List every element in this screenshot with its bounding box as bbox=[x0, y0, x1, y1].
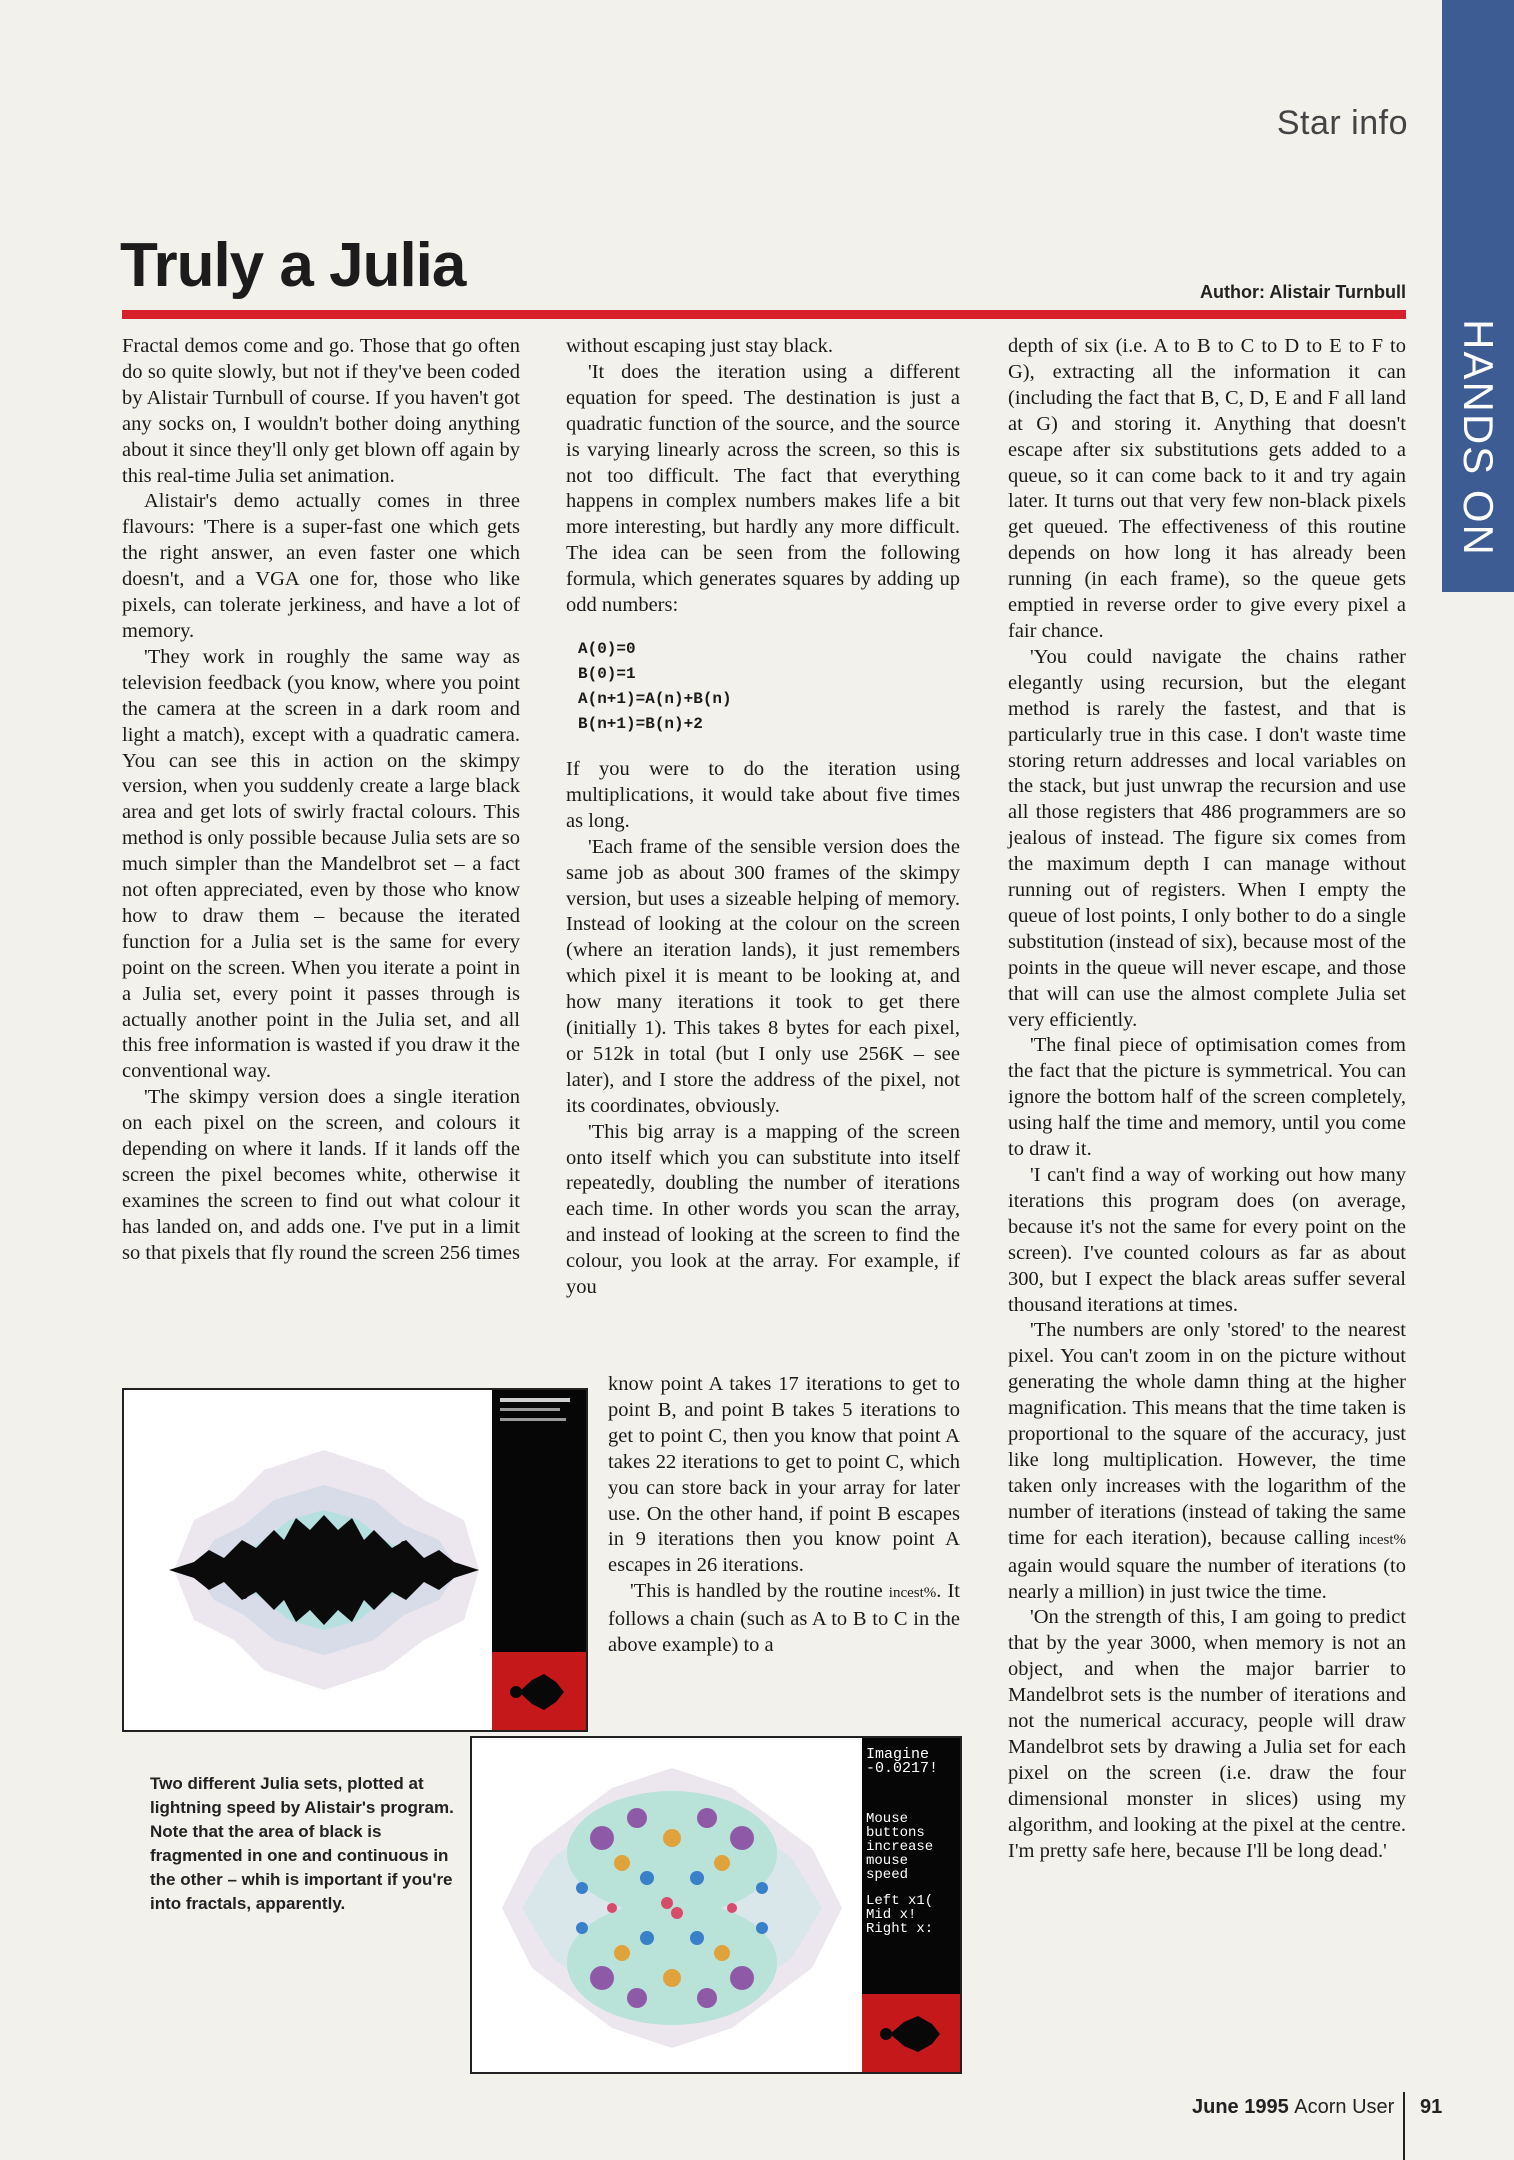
formula-line: B(n+1)=B(n)+2 bbox=[578, 714, 703, 733]
column-2 bbox=[566, 334, 960, 1301]
formula-line: B(0)=1 bbox=[578, 664, 636, 683]
publication-name: Acorn User bbox=[1294, 2096, 1395, 2118]
paragraph: 'The final piece of optimisation comes from the fact that the picture is symmetrical. You can ignore the bottom half of the screen completely, using half the time and memory, until you come to draw it. bbox=[1008, 1034, 1406, 1161]
screen-readout: buttons bbox=[866, 1825, 925, 1841]
screen-readout: -0.0217! bbox=[866, 1760, 939, 1777]
paragraph: without escaping just stay black. bbox=[566, 335, 834, 357]
screen-readout: Imagine bbox=[866, 1746, 930, 1763]
formula-line: A(0)=0 bbox=[578, 639, 636, 658]
section-tag: Star info bbox=[1276, 104, 1408, 142]
screen-readout: increase bbox=[866, 1839, 934, 1855]
author-byline: Author: Alistair Turnbull bbox=[1200, 282, 1406, 302]
figure-caption: Two different Julia sets, plotted at lightning speed by Alistair's program. Note that the area of black is fragmented in one and continuous in the other – whih is important if you're into fractals, apparently. bbox=[150, 1774, 454, 1913]
paragraph: Fractal demos come and go. Those that go often do so quite slowly, but not if they've been coded by Alistair Turnbull of course. If you haven't got any socks on, I wouldn't bother doing anything about it since they'll only get blown off again by this real-time Julia set animation. bbox=[122, 335, 520, 487]
issue-date: June 1995 bbox=[1192, 2096, 1289, 2118]
screen-readout: Mid x! bbox=[866, 1907, 917, 1923]
article-title: Truly a Julia bbox=[120, 231, 466, 300]
footer-folio bbox=[1192, 2096, 1394, 2119]
paragraph: 'The skimpy version does a single iteration on each pixel on the screen, and colours it depending on where it lands. If it lands off the screen the pixel becomes white, otherwise it examines the screen to find out what colour it has landed on, and adds one. I've put in a limit so that pixels that fly round the screen 256 times bbox=[122, 1086, 520, 1264]
paragraph: know point A takes 17 iterations to get to point B, and point B takes 5 iterations to get to point C, then you know that point A takes 22 iterations to get to point C, which you can store back in your array for later use. On the other hand, if point B escapes in 9 iterations then you know point A escapes in 26 iterations. bbox=[608, 1373, 960, 1577]
text-run: . It follows a chain (such as A to B to C in the above example) to a bbox=[608, 1580, 960, 1657]
column-2-continued bbox=[608, 1372, 960, 1659]
column-1 bbox=[122, 334, 520, 1267]
hands-on-tab bbox=[1442, 0, 1514, 592]
formula-block bbox=[578, 637, 960, 737]
julia-screenshot-1 bbox=[122, 1388, 588, 1732]
screen-readout: speed bbox=[866, 1867, 909, 1883]
paragraph: 'I can't find a way of working out how many iterations this program does (on average, because it's not the same for every point on the screen). I've counted colours as far as about 300, but I expect the black areas suffer several thousand iterations at times. bbox=[1008, 1164, 1406, 1316]
column-3 bbox=[1008, 334, 1406, 1864]
text-run: again would square the number of iterations (to nearly a million) in just twice the time. bbox=[1008, 1554, 1406, 1603]
paragraph: depth of six (i.e. A to B to C to D to E to F to G), extracting all the information it can (including the fact that B, C, D, E and F all land at G) and storing it. Anything that doesn't escape after six substitutions gets added to a queue, so it can come back to it and try again later. It turns out that very few non-black pixels get queued. The effectiveness of this routine depends on how long it has already been running (in each frame), so the queue gets emptied in reverse order to give every pixel a fair chance. bbox=[1008, 335, 1406, 642]
paragraph: 'Each frame of the sensible version does the same job as about 300 frames of the skimpy version, but uses a sizeable helping of memory. Instead of looking at the colour on the screen (where an iteration lands), it just remembers which pixel it is meant to be looking at, and how many iterations it took to get there (initially 1). This takes 8 bytes for each pixel, or 512k in total (but I only use 256K – see later), and I store the address of the pixel, not its coordinates, obviously. bbox=[566, 835, 960, 1117]
screen-readout: Left x1( bbox=[866, 1893, 934, 1909]
formula-line: A(n+1)=A(n)+B(n) bbox=[578, 689, 732, 708]
julia-image-2 bbox=[472, 1738, 960, 2072]
paragraph: Alistair's demo actually comes in three flavours: 'There is a super-fast one which gets the right answer, an even faster one which doesn't, and a VGA one for, those who like pixels, can tolerate jerkiness, and have a lot of memory. bbox=[122, 490, 520, 642]
page-number: 91 bbox=[1420, 2096, 1443, 2118]
paragraph: 'They work in roughly the same way as television feedback (you know, where you point the camera at the screen in a dark room and light a match), except with a quadratic camera. You can see this in action on the skimpy version, when you suddenly create a large black area and get lots of swirly fractal colours. This method is only possible because Julia sets are so much simpler than the Mandelbrot set – a fact not often appreciated, even by those who know how to draw them – because the iterated function for a Julia set is the same for every point on the screen. When you iterate a point in a Julia set, every point it passes through is actually another point in the Julia set, and all this free information is wasted if you draw it the conventional way. bbox=[122, 645, 520, 1083]
paragraph: If you were to do the iteration using multiplications, it would take about five times as long. bbox=[566, 757, 960, 832]
text-run: 'The numbers are only 'stored' to the nearest pixel. You can't zoom in on the picture without generating the whole damn thing at the higher magnification. This means that the time taken is proportional to the square of the accuracy, just like long multiplication. However, the time taken only increases with the logarithm of the number of iterations (instead of taking the same time for each iteration), because calling bbox=[1008, 1319, 1406, 1549]
screen-readout: mouse bbox=[866, 1853, 909, 1869]
paragraph bbox=[608, 1579, 960, 1659]
paragraph: 'It does the iteration using a different equation for speed. The destination is just a quadratic function of the source, and the source is varying linearly across the screen, so this is not too difficult. The fact that everything happens in complex numbers makes life a bit more interesting, but hardly any more difficult. The idea can be seen from the following formula, which generates squares by adding up odd numbers: bbox=[566, 360, 960, 617]
paragraph: 'You could navigate the chains rather elegantly using recursion, but the elegant method is rarely the fastest, and that is particularly true in this case. I don't waste time storing return addresses and local variables on the stack, but just unwrap the recursion and use all those registers that 486 programmers are so jealous of instead. The figure six comes from the maximum depth I can manage without running out of registers. When I empty the queue of lost points, I only bother to do a single substitution (instead of six), because most of the points in the queue will never escape, and those that will can use the almost complete Julia set very efficiently. bbox=[1008, 645, 1406, 1031]
routine-name: incest% bbox=[1358, 1531, 1406, 1548]
paragraph: 'On the strength of this, I am going to predict that by the year 3000, when memory is not an object, and when the major barrier to Mandelbrot sets is the number of iterations and not the numerical accuracy, people will draw Mandelbrot sets by drawing a Julia set for each pixel on the screen (i.e. draw the four dimensional monster in slices) using my algorithm, and looking at the pixel at the centre. I'm pretty safe here, because I'll be long dead.' bbox=[1008, 1606, 1406, 1862]
text-run: 'This is handled by the routine bbox=[630, 1580, 889, 1603]
hands-on-label: HANDS ON bbox=[1455, 319, 1502, 557]
title-rule bbox=[122, 310, 1406, 319]
julia-screenshot-2 bbox=[470, 1736, 962, 2074]
routine-name: incest% bbox=[888, 1585, 937, 1602]
paragraph bbox=[1008, 1318, 1406, 1605]
paragraph: 'This big array is a mapping of the screen onto itself which you can substitute into itself repeatedly, doubling the number of iterations each time. In other words you scan the array, and instead of looking at the screen to find the colour, you look at the array. For example, if you bbox=[566, 1120, 960, 1299]
julia-image-1 bbox=[124, 1390, 586, 1730]
screen-readout: Right x: bbox=[866, 1921, 934, 1937]
footer-divider bbox=[1403, 2092, 1405, 2160]
screen-readout: Mouse bbox=[866, 1811, 909, 1827]
